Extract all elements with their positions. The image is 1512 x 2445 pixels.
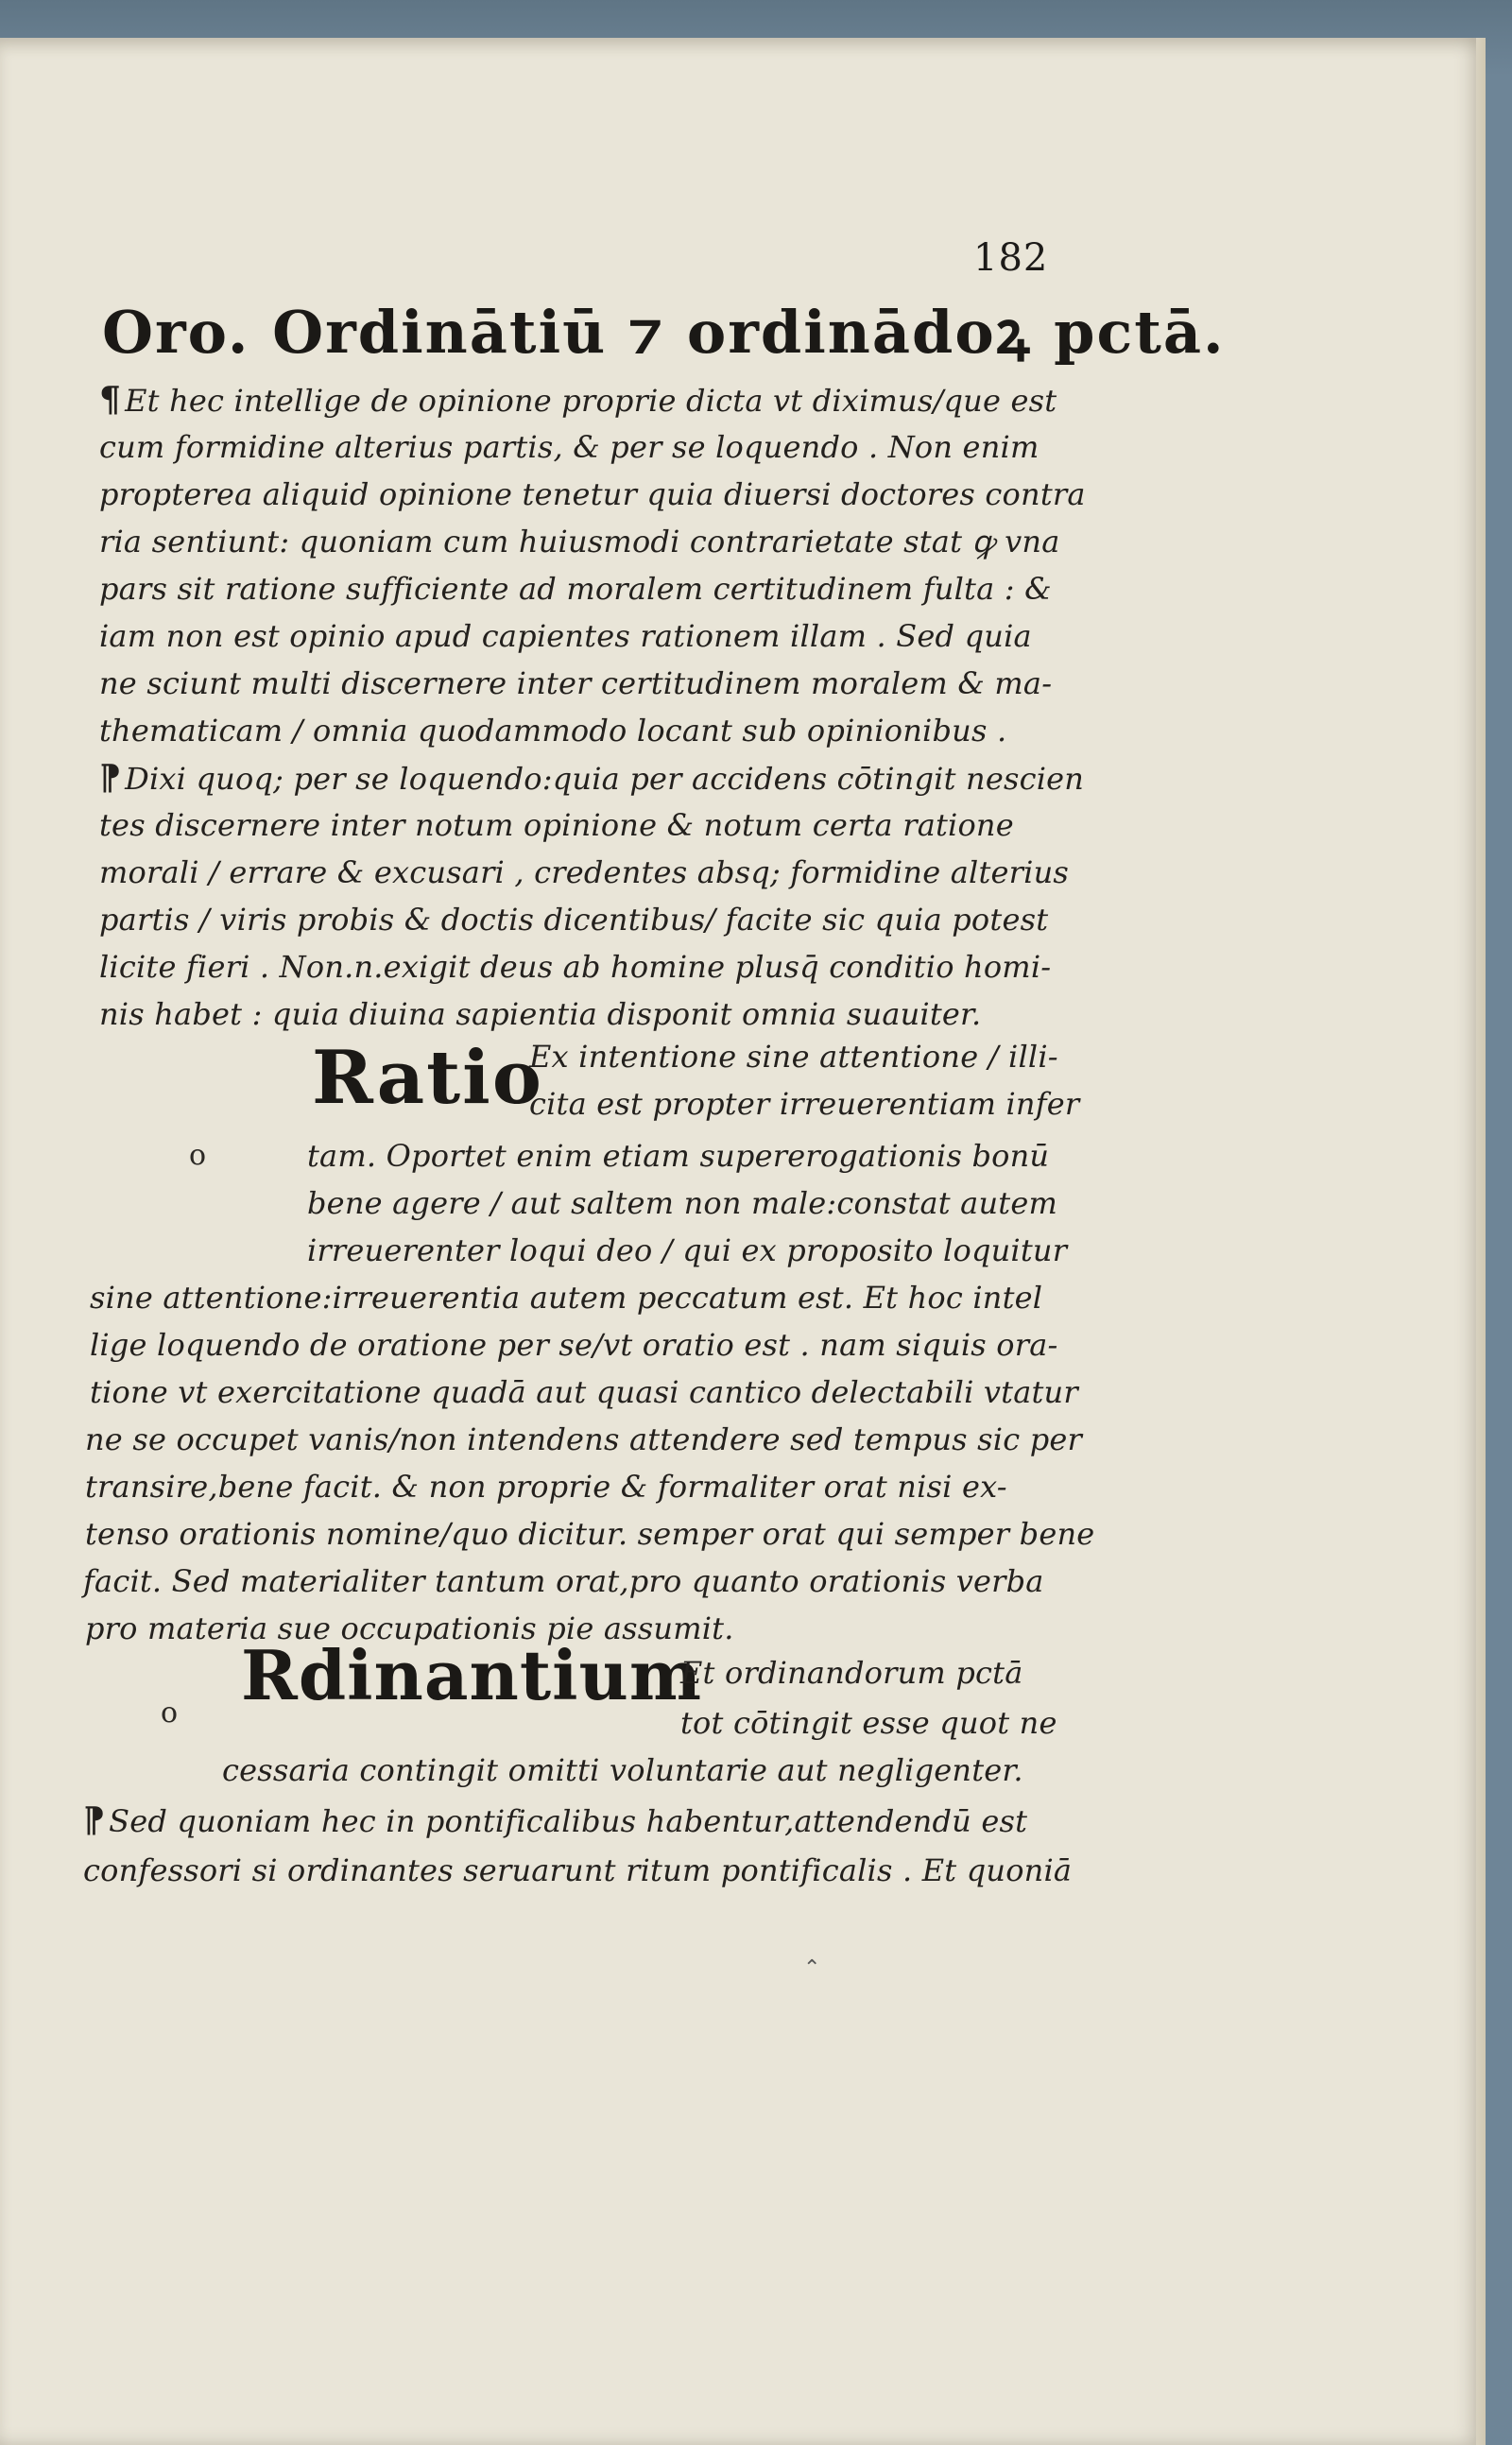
- text-line: [99, 572, 1052, 606]
- text-line: [85, 1470, 1007, 1504]
- text-line: [99, 808, 1014, 842]
- text-line: [99, 997, 981, 1031]
- text-line: [99, 855, 1069, 889]
- page-number: 182: [973, 236, 1049, 280]
- initial-ratio: Ratio: [312, 1035, 543, 1121]
- line-text: bene agere / aut saltem non male:constat autem: [307, 1185, 1058, 1221]
- text-line: [99, 619, 1032, 653]
- initial-ordinantium: Rdinantium: [241, 1635, 703, 1715]
- line-text: ria sentiunt: quoniam cum huiusmodi contrarietate stat ꝙ vna: [99, 524, 1060, 560]
- marginal-mark: o: [189, 1139, 207, 1172]
- line-text: facit. Sed materialiter tantum orat,pro quanto orationis verba: [83, 1563, 1044, 1599]
- text-line: [83, 1853, 1072, 1887]
- text-line: [99, 903, 1048, 937]
- line-text: Dixi quoq; per se loquendo:quia per accidens cōtingit nescien: [125, 761, 1085, 797]
- line-text: partis / viris probis & doctis dicentibus/ facite sic quia potest: [99, 902, 1049, 938]
- line-text: ne sciunt multi discernere inter certitudinem moralem & ma-: [99, 665, 1053, 701]
- text-line: [83, 1800, 1028, 1840]
- line-text: thematicam / omnia quodammodo locant sub opinionibus .: [99, 713, 1007, 749]
- text-line: [99, 477, 1086, 511]
- line-text: pars sit ratione sufficiente ad moralem certitudinem fulta : &: [99, 571, 1052, 607]
- stray-mark: ⌃: [803, 1956, 821, 1980]
- line-text: morali / errare & excusari , credentes absq; formidine alterius: [99, 854, 1070, 890]
- line-text: tenso orationis nomine/quo dicitur. semper orat qui semper bene: [85, 1516, 1095, 1552]
- ordinantium-side-line: Et ordinandorum pctā: [680, 1655, 1023, 1691]
- book-page: [0, 38, 1486, 2445]
- line-text: confessori si ordinantes seruarunt ritum pontificalis . Et quoniā: [83, 1852, 1073, 1888]
- text-line: [99, 430, 1040, 464]
- text-line: [222, 1753, 1023, 1787]
- text-line: [85, 1422, 1082, 1456]
- line-text: sine attentione:irreuerentia autem peccatum est. Et hoc intel: [90, 1280, 1043, 1316]
- ratio-side-line: Ex intentione sine attentione / illi-: [529, 1039, 1058, 1075]
- line-text: licite fieri . Non.n.exigit deus ab homine plusq̄ conditio homi-: [99, 949, 1052, 985]
- text-line: [90, 1328, 1058, 1362]
- running-head: Oro. Ordinātiū ⁊ ordinādoꝝ pctā.: [102, 298, 1226, 367]
- text-line: [99, 714, 1006, 748]
- line-text: nis habet : quia diuina sapientia disponit omnia suauiter.: [99, 996, 982, 1032]
- pilcrow-icon: ⁋: [83, 1800, 106, 1840]
- line-text: tione vt exercitatione quadā aut quasi cantico delectabili vtatur: [90, 1374, 1078, 1410]
- line-text: transire,bene facit. & non proprie & formaliter orat nisi ex-: [85, 1469, 1007, 1505]
- line-text: tes discernere inter notum opinione & notum certa ratione: [99, 807, 1014, 843]
- text-line: [85, 1517, 1094, 1551]
- ratio-side-line: cita est propter irreuerentiam infer: [529, 1086, 1080, 1122]
- line-text: ne se occupet vanis/non intendens attendere sed tempus sic per: [85, 1421, 1083, 1457]
- page-edge-shadow: [1476, 38, 1486, 2445]
- marginal-mark: o: [161, 1696, 179, 1730]
- text-line: [99, 666, 1052, 700]
- line-text: irreuerenter loqui deo / qui ex proposito loquitur: [307, 1232, 1068, 1268]
- text-line: [99, 950, 1051, 984]
- line-text: propterea aliquid opinione tenetur quia diuersi doctores contra: [99, 476, 1086, 512]
- text-line: [90, 1375, 1078, 1409]
- text-line: [99, 380, 1057, 420]
- text-line: [90, 1281, 1042, 1315]
- line-text: pro materia sue occupationis pie assumit.: [85, 1610, 734, 1646]
- line-text: cessaria contingit omitti voluntarie aut negligenter.: [222, 1752, 1023, 1788]
- line-text: lige loquendo de oratione per se/vt oratio est . nam siquis ora-: [90, 1327, 1058, 1363]
- line-text: cum formidine alterius partis, & per se loquendo . Non enim: [99, 429, 1040, 465]
- text-line: [307, 1139, 1049, 1173]
- text-line: [307, 1233, 1067, 1267]
- line-text: Sed quoniam hec in pontificalibus habentur,attendendū est: [109, 1803, 1028, 1839]
- pilcrow-icon: ⁋: [99, 758, 122, 798]
- line-text: Et hec intellige de opinione proprie dicta vt diximus/que est: [125, 383, 1057, 419]
- line-text: iam non est opinio apud capientes rationem illam . Sed quia: [99, 618, 1032, 654]
- text-line: [99, 525, 1059, 559]
- pilcrow-icon: ¶: [99, 380, 122, 420]
- ordinantium-side-line: tot cōtingit esse quot ne: [680, 1705, 1057, 1741]
- text-line: [83, 1564, 1044, 1598]
- line-text: tam. Oportet enim etiam supererogationis bonū: [307, 1138, 1050, 1174]
- text-line: [99, 758, 1085, 798]
- text-line: [307, 1186, 1057, 1220]
